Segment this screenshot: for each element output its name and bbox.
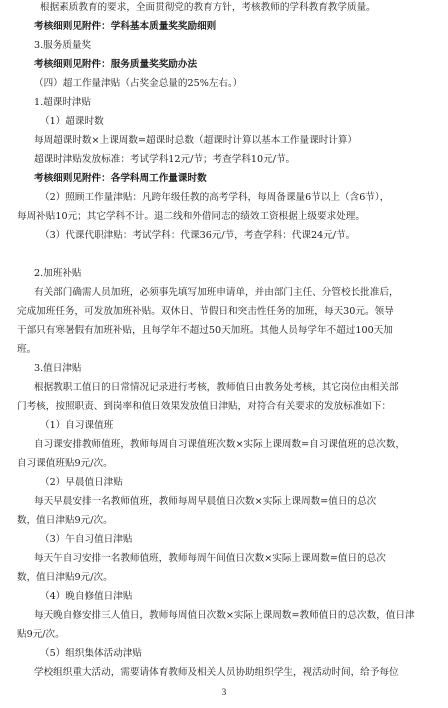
text-line: 超课时津贴发放标准：考试学科12元/节；考查学科10元/节。 (34, 154, 296, 165)
text-line: 每周补贴10元；其它学科不计。退二线和外借同志的绩效工资根据上级要求处理。 (17, 211, 365, 222)
text-line: 完成加班任务，可发放加班补贴。双休日、节假日和突击性任务的加班，每天30元。领导 (17, 306, 394, 317)
text-line: 有关部门确需人员加班，必须事先填写加班申请单，并由部门主任、分管校长批准后， (34, 287, 399, 298)
section-heading: 2.加班补贴 (34, 268, 82, 279)
subsection-heading: （4）晚自修值日津贴 (40, 591, 133, 602)
section-heading: 1.超课时津贴 (34, 97, 92, 108)
page-number: 3 (221, 687, 227, 697)
subsection-heading: （2）早晨值日津贴 (40, 477, 123, 488)
text-line: 每周超课时数×上课周数=超课时总数（超课时计算以基本工作量课时计算） (34, 135, 358, 146)
text-line: 每天晚自修安排三人值日，教师每周值日次数×实际上课周数=教师值日的总次数，值日津 (34, 610, 415, 621)
section-heading: （四）超工作量津贴（占奖金总量的25%左右。） (34, 78, 243, 89)
attachment-note: 考核细则见附件：各学科周工作量课时数 (34, 173, 207, 184)
subsection-heading: （1）自习课值班 (40, 420, 114, 431)
text-line: 干部只有寒暑假有加班补贴，且每学年不超过50天加班。其他人员每学年不超过100天加 (17, 325, 393, 336)
subsection-heading: （5）组织集体活动津贴 (40, 648, 143, 659)
subsection-heading: （3）午自习值日津贴 (40, 534, 133, 545)
section-heading: 3.值日津贴 (34, 363, 82, 374)
section-heading: 3.服务质量奖 (34, 40, 92, 51)
text-line: 自习课安排教师值班，教师每周自习课值班次数×实际上课周数=自习课值班的总次数， (34, 439, 406, 450)
text-line: 每天午自习安排一名教师值班，教师每周午间值日次数×实际上课周数=值日的总次 (34, 553, 386, 564)
text-line: 数，值日津贴9元/次。 (17, 572, 113, 583)
text-line: 根据教职工值日的日常情况记录进行考核，教师值日由教务处考核，其它岗位由相关部 (34, 382, 399, 393)
text-line: 自习课值班贴9元/次。 (17, 458, 113, 469)
text-line: （2）照顾工作量津贴：凡跨年级任教的高考学科，每周备课量6节以上（含6节）， (40, 192, 390, 203)
text-line: 班。 (17, 344, 37, 355)
text-line: 贴9元/次。 (17, 629, 65, 640)
text-line: 学校组织重大活动，需要请体育教师及相关人员协助组织学生，视活动时间，给予每位 (34, 667, 399, 678)
attachment-note: 考核细则见附件：服务质量奖奖励办法 (34, 59, 198, 70)
text-line: 门考核，按照职责、到岗率和值日效果发放值日津贴，对符合有关要求的发放标准如下： (17, 401, 392, 412)
text-line: 根据素质教育的要求，全面贯彻党的教育方针，考核教师的学科教育教学质量。 (40, 2, 376, 13)
text-line: 每天早晨安排一名教师值班，教师每周早晨值日次数×实际上课周数=值日的总次 (34, 496, 377, 507)
text-line: （3）代课代职津贴：考试学科：代课36元/节，考查学科：代课24元/节。 (40, 230, 356, 241)
text-line: 数，值日津贴9元/次。 (17, 515, 113, 526)
subsection-heading: （1）超课时数 (40, 116, 104, 127)
attachment-note: 考核细则见附件：学科基本质量奖奖励细则 (34, 21, 217, 32)
